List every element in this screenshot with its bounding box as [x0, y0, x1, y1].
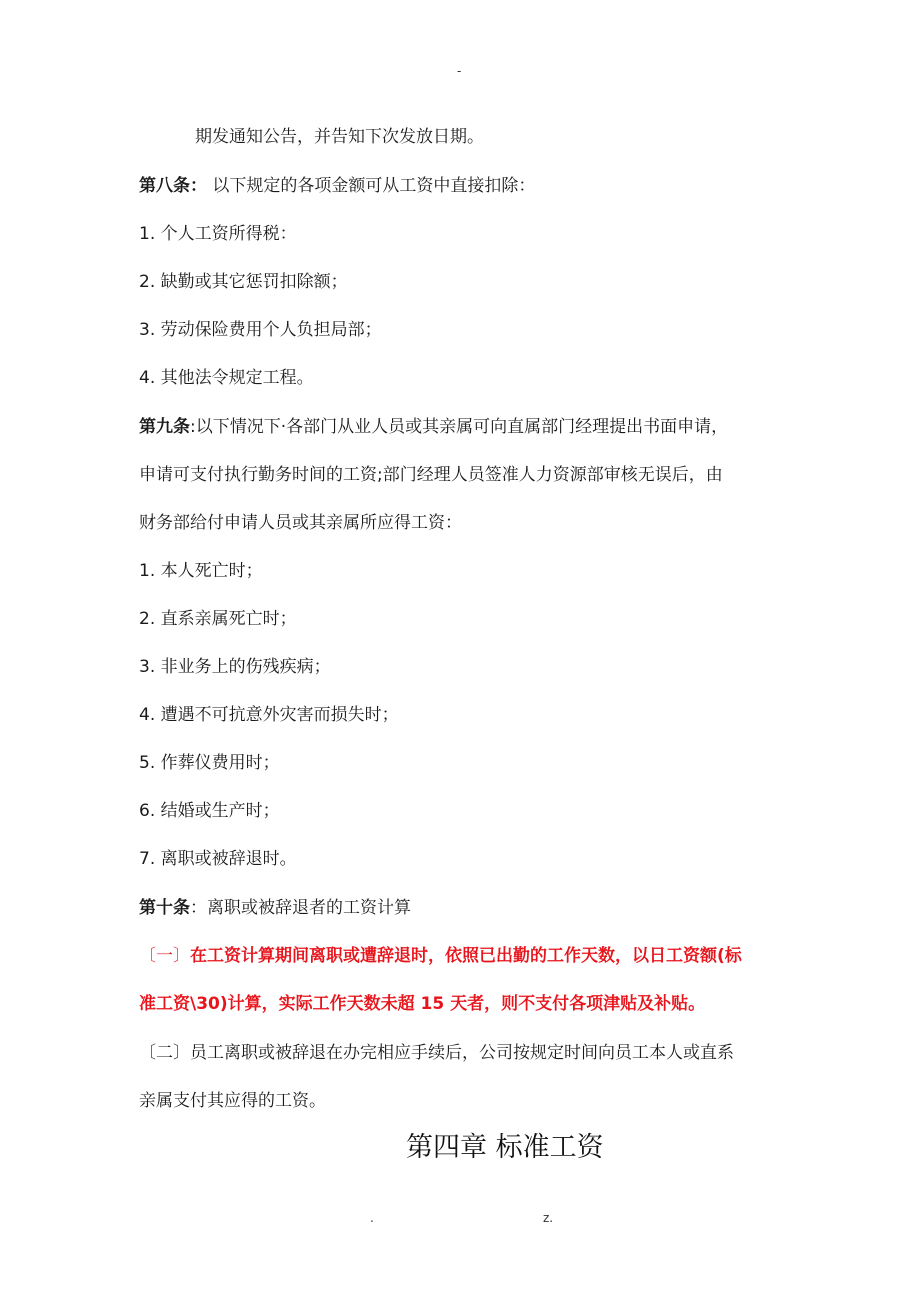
- list-item: 2. 直系亲属死亡时；: [139, 609, 297, 629]
- article-9: [139, 415, 728, 439]
- paragraph-highlight: 准工资\30)计算，实际工作天数未超 15 天者，则不支付各项津贴及补贴。: [139, 994, 706, 1014]
- text-line: 申请可支付执行勤务时间的工资;部门经理人员签准人力资源部审核无误后，由: [139, 465, 723, 485]
- article-text: :以下情况下·各部门从业人员或其亲属可向直属部门经理提出书面申请，: [190, 417, 729, 437]
- footer-left: .: [370, 1211, 374, 1225]
- text-line: 亲属支付其应得的工资。: [139, 1091, 326, 1111]
- paragraph-bracket: 〔一〕: [139, 946, 190, 966]
- text-line: 财务部给付申请人员或其亲属所应得工资：: [139, 513, 462, 533]
- list-item: 5. 作葬仪费用时；: [139, 753, 280, 773]
- list-item: 3. 劳动保险费用个人负担局部；: [139, 320, 382, 340]
- list-item: 3. 非业务上的伤残疾病；: [139, 657, 331, 677]
- text-line: 期发通知公告，并告知下次发放日期。: [195, 127, 484, 147]
- article-label: 第八条：: [139, 176, 207, 196]
- paragraph-highlight: 在工资计算期间离职或遭辞退时，依照已出勤的工作天数，以日工资额(标: [190, 946, 742, 966]
- paragraph-2: 〔二〕员工离职或被辞退在办完相应手续后，公司按规定时间向员工本人或直系: [139, 1043, 734, 1063]
- list-item: 1. 个人工资所得税：: [139, 224, 297, 244]
- list-item: 4. 其他法令规定工程。: [139, 368, 314, 388]
- list-item: 4. 遭遇不可抗意外灾害而损失时；: [139, 705, 399, 725]
- article-text: ：离职或被辞退者的工资计算: [190, 898, 411, 918]
- list-item: 7. 离职或被辞退时。: [139, 849, 297, 869]
- article-label: 第十条: [139, 898, 190, 918]
- list-item: 2. 缺勤或其它惩罚扣除额；: [139, 272, 348, 292]
- article-10: [139, 896, 411, 920]
- paragraph-1: [139, 944, 742, 968]
- article-8: [139, 174, 535, 198]
- header-mark: -: [457, 64, 462, 78]
- list-item: 6. 结婚或生产时；: [139, 801, 280, 821]
- article-text: 以下规定的各项金额可从工资中直接扣除：: [207, 176, 536, 196]
- footer-right: z.: [543, 1211, 554, 1225]
- chapter-heading: 第四章 标准工资: [406, 1132, 604, 1163]
- list-item: 1. 本人死亡时；: [139, 561, 263, 581]
- article-label: 第九条: [139, 417, 190, 437]
